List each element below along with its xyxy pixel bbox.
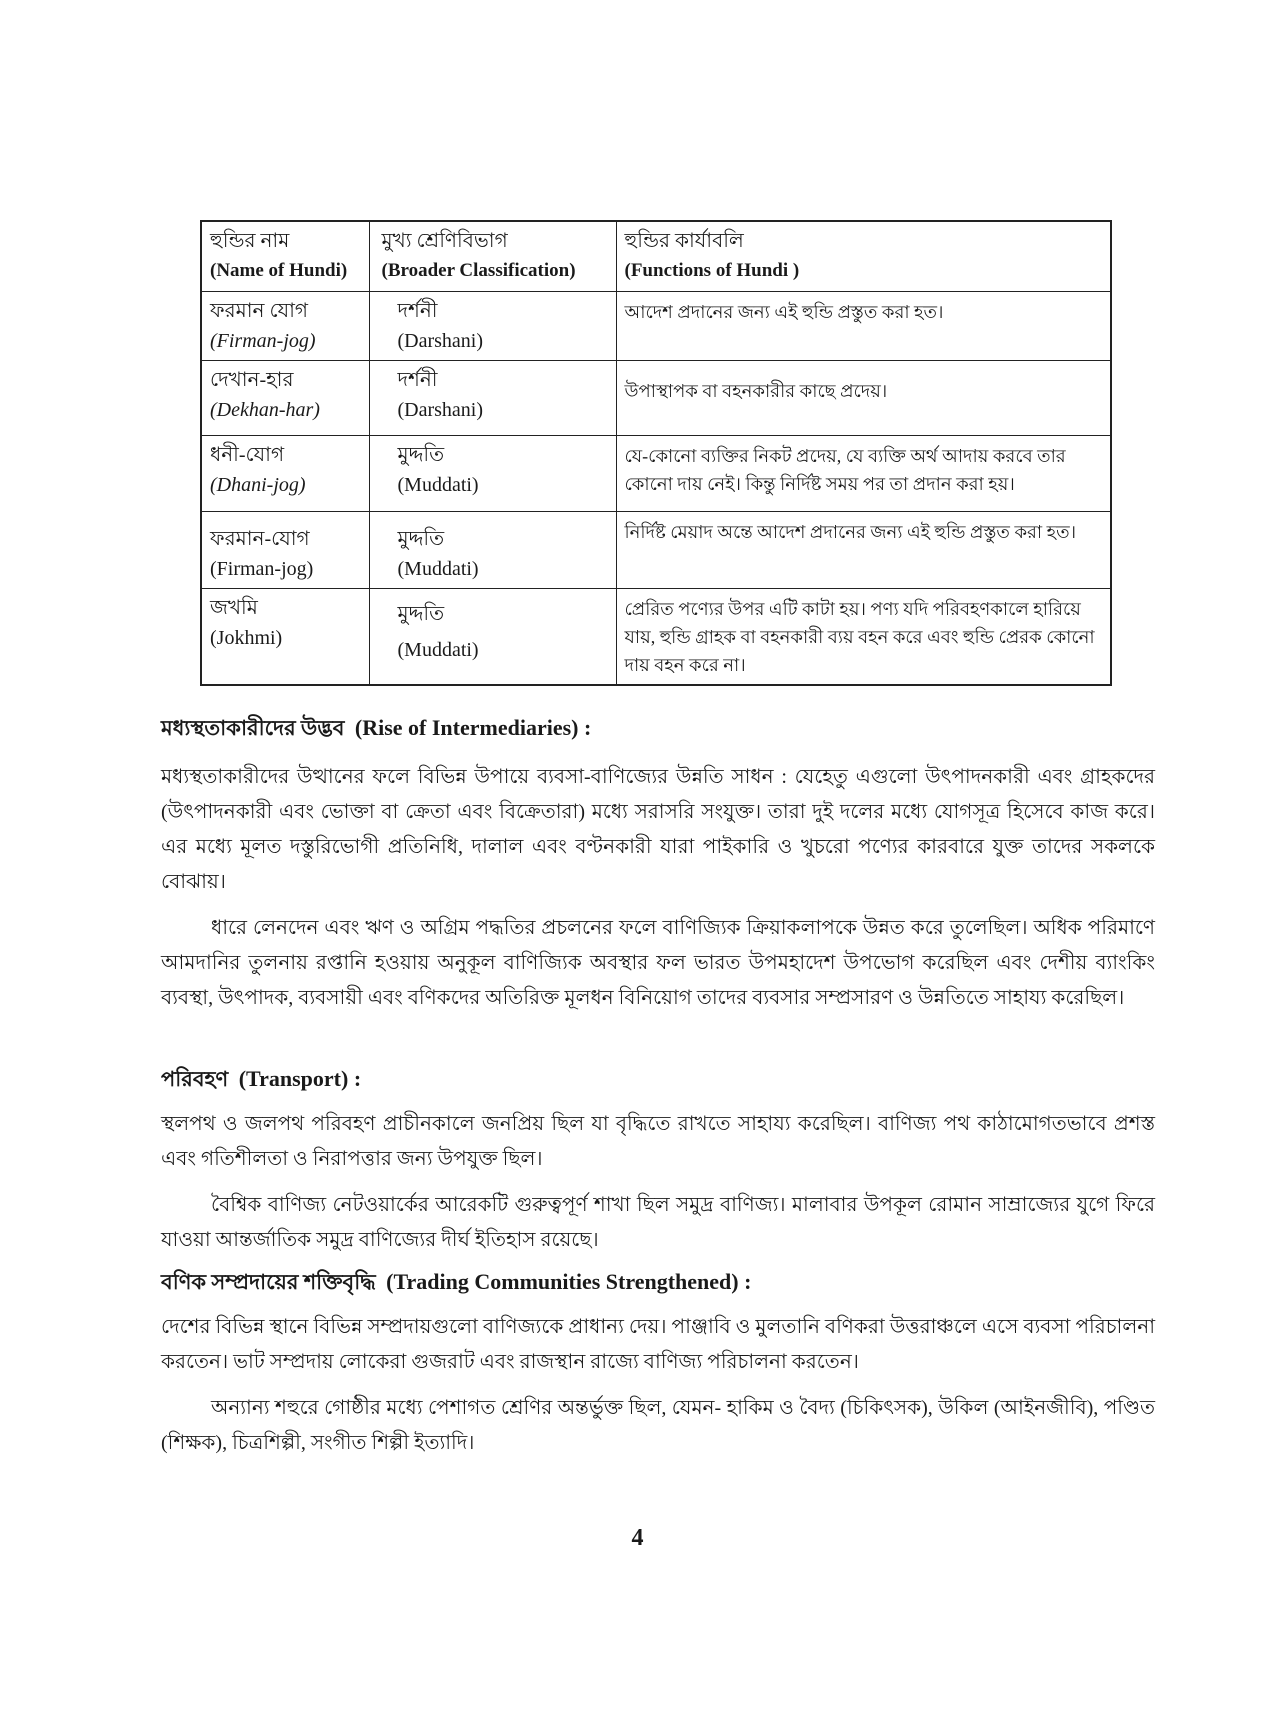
hundi-name-en: (Dekhan-har) — [210, 398, 320, 421]
table-row — [201, 435, 1111, 511]
heading-en: (Rise of Intermediaries) : — [354, 715, 592, 740]
class-bn: দর্শনী — [397, 368, 438, 391]
paragraph: অন্যান্য শহুরে গোষ্ঠীর মধ্যে পেশাগত শ্রেণির অন্তর্ভুক্ত ছিল, যেমন- হাকিম ও বৈদ্য (চিকিৎসক), উকিল (আইনজীবি), পণ্ডিত (শিক্ষক), চিত্রশিল্পী, সংগীত শিল্পী ইত্যাদি। — [161, 1397, 1155, 1454]
hundi-name-bn: ধনী-যোগ — [210, 443, 285, 466]
table-row — [201, 588, 1111, 685]
paragraph: দেশের বিভিন্ন স্থানে বিভিন্ন সম্প্রদায়গুলো বাণিজ্যকে প্রাধান্য দেয়। পাঞ্জাবি ও মুলতানি বণিকরা উত্তরাঞ্চলে এসে ব্যবসা পরিচালনা করতেন। ভাট সম্প্রদায় লোকেরা গুজরাট এবং রাজস্থান রাজ্যে বাণিজ্য পরিচালনা করতেন। — [161, 1316, 1155, 1373]
hundi-function: প্রেরিত পণ্যের উপর এটি কাটা হয়। পণ্য যদি পরিবহণকালে হারিয়ে যায়, হুন্ডি গ্রাহক বা বহনকারী ব্যয় বহন করে এবং হুন্ডি প্রেরক কোনো দায় বহন করে না। — [616, 588, 1111, 685]
heading-bn: বণিক সম্প্রদায়ের শক্তিবৃদ্ধি — [161, 1270, 376, 1294]
hundi-name-en: (Jokhmi) — [210, 626, 283, 649]
heading-en: (Transport) : — [238, 1066, 362, 1091]
heading-bn: মধ্যস্থতাকারীদের উদ্ভব — [161, 716, 345, 740]
class-en: (Muddati) — [397, 473, 479, 496]
header-bn: হুন্ডির নাম — [210, 230, 290, 252]
hundi-name-bn: জখমি — [210, 596, 258, 619]
header-bn: মুখ্য শ্রেণিবিভাগ — [381, 230, 508, 252]
class-bn: মুদ্দতি — [397, 527, 445, 550]
header-name — [201, 221, 369, 291]
table-row — [201, 360, 1111, 435]
page-number: 4 — [631, 1525, 644, 1551]
hundi-function: নির্দিষ্ট মেয়াদ অন্তে আদেশ প্রদানের জন্য এই হুন্ডি প্রস্তুত করা হত। — [616, 511, 1111, 588]
class-bn: দর্শনী — [397, 299, 438, 322]
section-heading-trading — [161, 1266, 751, 1301]
paragraph: ধারে লেনদেন এবং ঋণ ও অগ্রিম পদ্ধতির প্রচলনের ফলে বাণিজ্যিক ক্রিয়াকলাপকে উন্নত করে তুলেছিল। অধিক পরিমাণে আমদানির তুলনায় রপ্তানি হওয়ায় অনুকূল বাণিজ্যিক অবস্থার ফল ভারত উপমহাদেশ উপভোগ করেছিল এবং দেশীয় ব্যাংকিং ব্যবস্থা, উৎপাদক, ব্যবসায়ী এবং বণিকদের অতিরিক্ত মূলধন বিনিয়োগ তাদের ব্যবসার সম্প্রসারণ ও উন্নতিতে সাহায্য করেছিল। — [161, 917, 1155, 1009]
class-en: (Darshani) — [397, 398, 484, 421]
table-row — [201, 511, 1111, 588]
hundi-name-en: (Firman-jog) — [210, 329, 316, 352]
hundi-name-bn: দেখান-হার — [210, 368, 294, 391]
header-en: (Functions of Hundi ) — [624, 260, 800, 281]
header-function — [616, 221, 1111, 291]
hundi-function: উপাস্থাপক বা বহনকারীর কাছে প্রদেয়। — [616, 360, 1111, 435]
hundi-name-bn: ফরমান যোগ — [210, 299, 309, 322]
hundi-name-en: (Firman-jog) — [210, 557, 314, 580]
table-header-row — [201, 221, 1111, 291]
heading-en: (Trading Communities Strengthened) : — [386, 1269, 752, 1294]
header-class — [369, 221, 616, 291]
class-en: (Muddati) — [397, 557, 479, 580]
paragraph: মধ্যস্থতাকারীদের উত্থানের ফলে বিভিন্ন উপায়ে ব্যবসা-বাণিজ্যের উন্নতি সাধন : যেহেতু এগুলো উৎপাদনকারী এবং গ্রাহকদের (উৎপাদনকারী এবং ভোক্তা বা ক্রেতা এবং বিক্রেতারা) মধ্যে সরাসরি সংযুক্ত। তারা দুই দলের মধ্যে যোগসূত্র হিসেবে কাজ করে। এর মধ্যে মূলত দস্তুরিভোগী প্রতিনিধি, দালাল এবং বণ্টনকারী যারা পাইকারি ও খুচরো পণ্যের কারবারে যুক্ত তাদের সকলকে বোঝায়। — [161, 766, 1155, 893]
hundi-name-en: (Dhani-jog) — [210, 473, 306, 496]
class-bn: মুদ্দতি — [397, 602, 445, 625]
paragraph: বৈশ্বিক বাণিজ্য নেটওয়ার্কের আরেকটি গুরুত্বপূর্ণ শাখা ছিল সমুদ্র বাণিজ্য। মালাবার উপকূল রোমান সাম্রাজ্যের যুগে ফিরে যাওয়া আন্তর্জাতিক সমুদ্র বাণিজ্যের দীর্ঘ ইতিহাস রয়েছে। — [161, 1194, 1155, 1251]
section-heading-transport — [161, 1063, 361, 1098]
hundi-function: যে-কোনো ব্যক্তির নিকট প্রদেয়, যে ব্যক্তি অর্থ আদায় করবে তার কোনো দায় নেই। কিন্তু নির্দিষ্ট সময় পর তা প্রদান করা হয়। — [616, 435, 1111, 511]
table-row — [201, 291, 1111, 360]
class-en: (Muddati) — [397, 638, 479, 661]
header-bn: হুন্ডির কার্যাবলি — [624, 230, 744, 252]
class-en: (Darshani) — [397, 329, 484, 352]
hundi-name-bn: ফরমান-যোগ — [210, 527, 310, 550]
hundi-function: আদেশ প্রদানের জন্য এই হুন্ডি প্রস্তুত করা হত। — [616, 291, 1111, 360]
heading-bn: পরিবহণ — [161, 1067, 229, 1091]
header-en: (Broader Classification) — [381, 260, 576, 281]
paragraph: স্থলপথ ও জলপথ পরিবহণ প্রাচীনকালে জনপ্রিয় ছিল যা বৃদ্ধিতে রাখতে সাহায্য করেছিল। বাণিজ্য পথ কাঠামোগতভাবে প্রশস্ত এবং গতিশীলতা ও নিরাপত্তার জন্য উপযুক্ত ছিল। — [161, 1113, 1155, 1170]
header-en: (Name of Hundi) — [210, 260, 348, 281]
section-heading-intermediaries — [161, 712, 591, 747]
class-bn: মুদ্দতি — [397, 443, 445, 466]
hundi-table — [200, 220, 1112, 686]
